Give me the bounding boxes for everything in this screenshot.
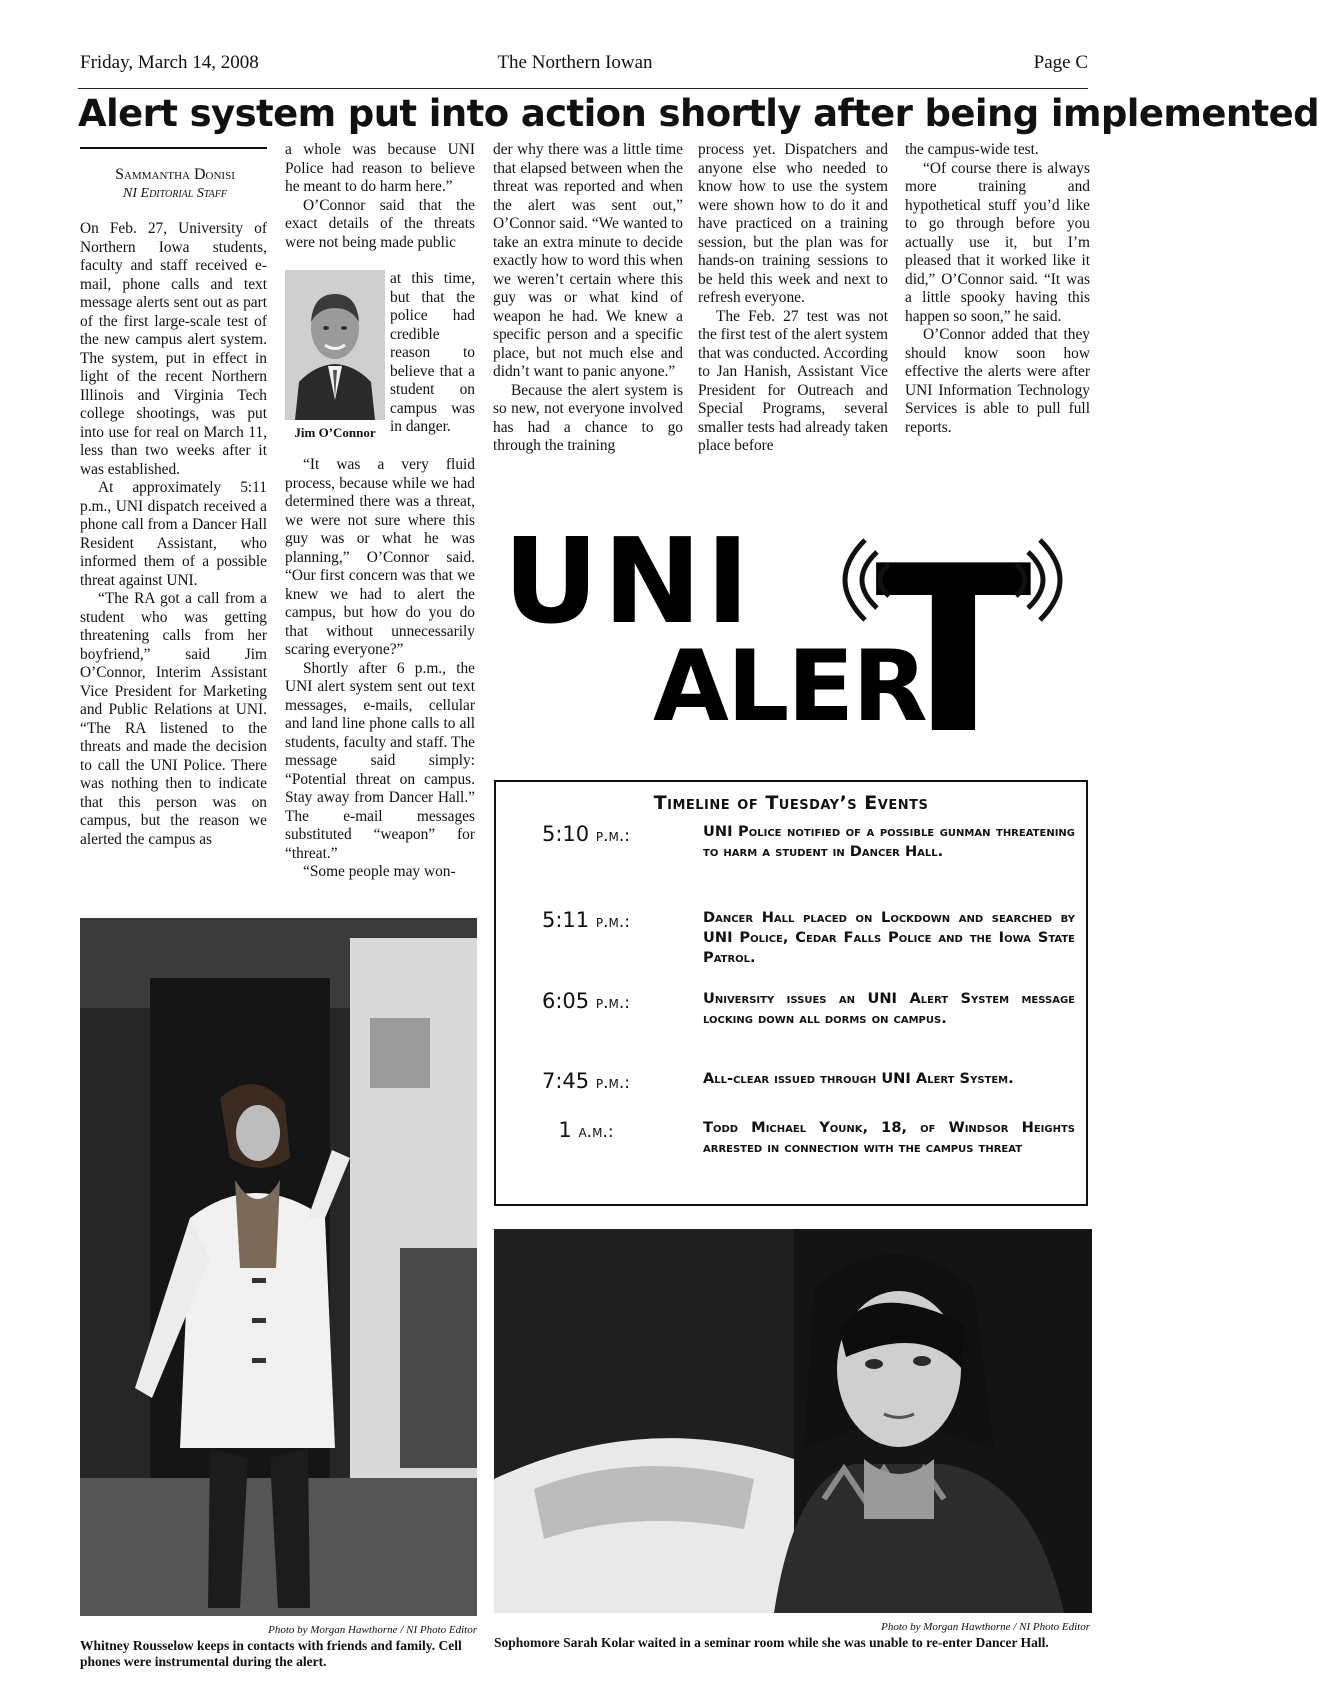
byline-name: Sammantha Donisi (115, 166, 235, 183)
logo-uni-text: UNI (503, 512, 754, 650)
paragraph: The Feb. 27 test was not the first test of the alert system that was conducted. According to Jan Hanish, Assistant Vice President for Outreach and Special Programs, several smaller tests had already taken place before (698, 307, 888, 454)
time-value: 6:05 (542, 989, 590, 1013)
folio-date: Friday, March 14, 2008 (80, 52, 259, 73)
time-ampm: p.m.: (595, 912, 630, 932)
timeline-title: Timeline of Tuesday’s Events (653, 792, 929, 814)
time-value: 1 (558, 1118, 572, 1142)
paragraph: On Feb. 27, University of Northern Iowa students, faculty and staff received e-mail, phone calls and text message alerts sent out as part of the first large-scale test of the new campus alert system. The system, put in effect in light of the recent Northern Illinois and Virginia Tech college shootings, was put into use for real on March 11, less than two weeks after it was established. (80, 220, 267, 478)
logo-aler-text: ALER (653, 630, 926, 744)
timeline-description: Dancer Hall placed on Lockdown and searched by UNI Police, Cedar Falls Police and the Iowa State Patrol. (703, 909, 1075, 966)
article-column-5 (905, 141, 1090, 437)
photo-caption-left: Whitney Rousselow keeps in contacts with friends and family. Cell phones were instrumental during the alert. (80, 1638, 462, 1669)
paragraph: O’Connor said that the exact details of the threats were not being made public (285, 196, 475, 251)
paragraph: O’Connor added that they should know soon how effective the alerts were after UNI Information Technology Services is able to pull full reports. (905, 326, 1090, 436)
time-value: 5:10 (542, 822, 590, 846)
photo-whitney-rousselow (80, 918, 477, 1616)
time-ampm: p.m.: (595, 1073, 630, 1093)
time-value: 5:11 (542, 908, 590, 932)
photo-sarah-kolar (494, 1229, 1092, 1613)
time-value: 7:45 (542, 1069, 590, 1093)
timeline-time (516, 1069, 656, 1093)
article-column-3 (493, 141, 683, 456)
photo-hallway-scene (80, 918, 477, 1616)
paragraph: a whole was because UNI Police had reason to believe he meant to do harm here.” (285, 141, 475, 195)
time-ampm: p.m.: (595, 993, 630, 1013)
article-column-2 (285, 141, 475, 252)
paragraph: the campus-wide test. (905, 141, 1039, 158)
folio-paper-name: The Northern Iowan (497, 52, 653, 73)
photo-credit-right: Photo by Morgan Hawthorne / NI Photo Editor (881, 1621, 1090, 1633)
timeline-box (494, 780, 1088, 1206)
mugshot-figure (285, 270, 385, 420)
paragraph: Shortly after 6 p.m., the UNI alert system sent out text messages, e-mails, cellular and land line phone calls to all students, faculty and staff. The message said simply: “Potential threat on campus. Stay away from Dancer Hall.” The e-mail messages substituted “weapon” for “threat.” (285, 659, 475, 862)
paragraph: at this time, but that the police had credible reason to believe that a student on campus was in danger. (390, 270, 475, 435)
paragraph: process yet. Dispatchers and anyone else who needed to know how to use the system were shown how to do it and have practiced on a training session, but the plan was for hands-on training sessions to be held this week and next to refresh everyone. (698, 141, 888, 306)
timeline-description: Todd Michael Younk, 18, of Windsor Heights arrested in connection with the campus threat (703, 1119, 1075, 1156)
article-column-2-wrap (390, 270, 475, 437)
timeline-time (516, 908, 656, 932)
paragraph: “It was a very fluid process, because while we had determined there was a threat, we were not sure where this guy was or what he was planning,” O’Connor said. “Our first concern was that we knew we had to alert the campus, but how do you do that without unnecessarily scaring everyone?” (285, 456, 475, 658)
byline-staff: NI Editorial Staff (123, 186, 227, 201)
photo-caption-right: Sophomore Sarah Kolar waited in a seminar room while she was unable to re-enter Dancer Hall. (494, 1635, 1049, 1650)
byline-rule (80, 147, 267, 149)
logo-t-letter: T (875, 518, 1032, 785)
uni-alert-logo (495, 512, 1090, 785)
time-ampm: p.m.: (595, 826, 630, 846)
folio-page-number: Page C (1033, 52, 1088, 73)
timeline-description: University issues an UNI Alert System message locking down all dorms on campus. (703, 990, 1075, 1027)
photo-seminar-room-scene (494, 1229, 1092, 1613)
paragraph: At approximately 5:11 p.m., UNI dispatch received a phone call from a Dancer Hall Resident Assistant, who informed them of a possible threat against UNI. (80, 479, 267, 589)
paragraph: “Some people may won- (303, 863, 456, 880)
mugshot-photo (285, 270, 385, 420)
paragraph: der why there was a little time that elapsed between when the threat was reported and when the alert was sent out,” O’Connor said. “We wanted to take an extra minute to decide exactly how to word this when we weren’t certain where this guy was or what kind of weapon he had. We knew a specific person and a specific place, but not much else and didn’t want to panic anyone.” (493, 141, 683, 380)
uni-alert-logo-art (495, 512, 1090, 785)
article-column-4 (698, 141, 888, 456)
timeline-time (516, 1118, 656, 1142)
header-rule (78, 88, 1088, 89)
time-ampm: a.m.: (578, 1122, 614, 1142)
timeline-description: All-clear issued through UNI Alert System. (703, 1070, 1014, 1087)
paragraph: “The RA got a call from a student who was getting threatening calls from her boyfriend,” said Jim O’Connor, Interim Assistant Vice President for Marketing and Public Relations at UNI. “The RA listened to the threats and made the decision to call the UNI Police. There was nothing then to indicate that this person was on campus, but the reason we alerted the campus as (80, 590, 267, 848)
timeline-time (516, 822, 656, 846)
paragraph: “Of course there is always more training and hypothetical stuff you’d like to go through before you actually use it, but I’m pleased that it worked like it did,” O’Connor said. “It was a little spooky having this happen so soon,” he said. (905, 159, 1090, 325)
article-column-2-bottom (285, 456, 475, 882)
photo-credit-left: Photo by Morgan Hawthorne / NI Photo Editor (268, 1624, 477, 1636)
timeline-time (516, 989, 656, 1013)
timeline-description: UNI Police notified of a possible gunman threatening to harm a student in Dancer Hall. (703, 823, 1075, 860)
mugshot-caption: Jim O’Connor (294, 425, 376, 440)
headline: Alert system put into action shortly after being implemented (78, 92, 1319, 135)
article-column-1 (80, 220, 267, 849)
paragraph: Because the alert system is so new, not everyone involved has had a chance to go through the training (493, 381, 683, 454)
